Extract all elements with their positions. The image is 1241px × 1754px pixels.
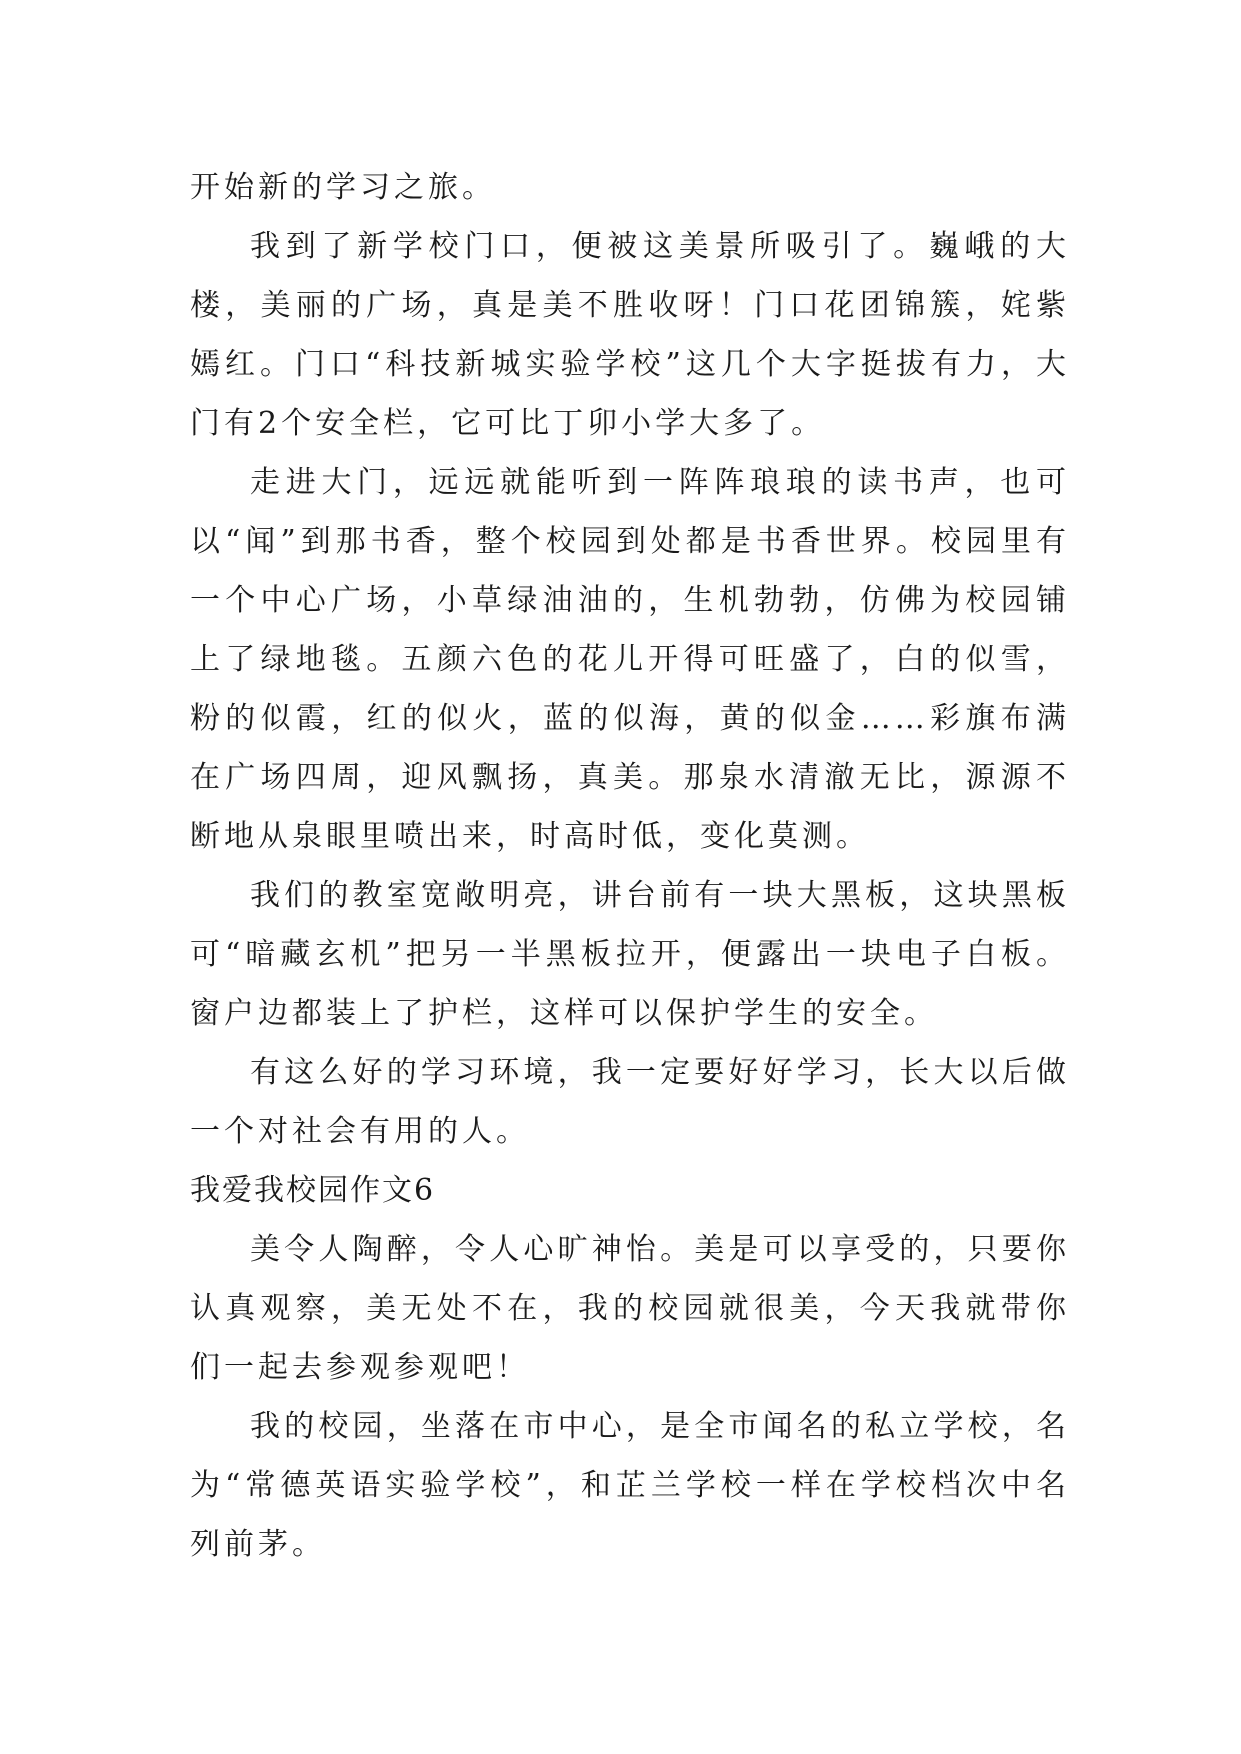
paragraph-continuation: 开始新的学习之旅。 [190,170,496,205]
paragraph-school-gate: 我到了新学校门口，便被这美景所吸引了。巍峨的大楼，美丽的广场，真是美不胜收呀！门口花团锦簇，姹紫嫣红。门口“科技新城实验学校”这几个大字挺拔有力，大门有2个安全栏，它可比丁卯小学大多了。 [190,229,1070,441]
paragraph-conclusion: 有这么好的学习环境，我一定要好好学习，长大以后做一个对社会有用的人。 [190,1055,1070,1149]
paragraph-school-location: 我的校园，坐落在市中心，是全市闻名的私立学校，名为“常德英语实验学校”，和芷兰学校一样在学校档次中名列前茅。 [190,1409,1070,1562]
paragraph-classroom: 我们的教室宽敞明亮，讲台前有一块大黑板，这块黑板可“暗藏玄机”把另一半黑板拉开，便露出一块电子白板。窗户边都装上了护栏，这样可以保护学生的安全。 [190,878,1070,1031]
paragraph-campus-square: 走进大门，远远就能听到一阵阵琅琅的读书声，也可以“闻”到那书香，整个校园到处都是书香世界。校园里有一个中心广场，小草绿油油的，生机勃勃，仿佛为校园铺上了绿地毯。五颜六色的花儿开得可旺盛了，白的似雪，粉的似霞，红的似火，蓝的似海，黄的似金……彩旗布满在广场四周，迎风飘扬，真美。那泉水清澈无比，源源不断地从泉眼里喷出来，时高时低，变化莫测。 [190,465,1070,854]
essay-heading: 我爱我校园作文6 [190,1173,436,1208]
essay-body [190,158,1070,1574]
paragraph-beauty-intro: 美令人陶醉，令人心旷神怡。美是可以享受的，只要你认真观察，美无处不在，我的校园就很美，今天我就带你们一起去参观参观吧！ [190,1232,1070,1385]
